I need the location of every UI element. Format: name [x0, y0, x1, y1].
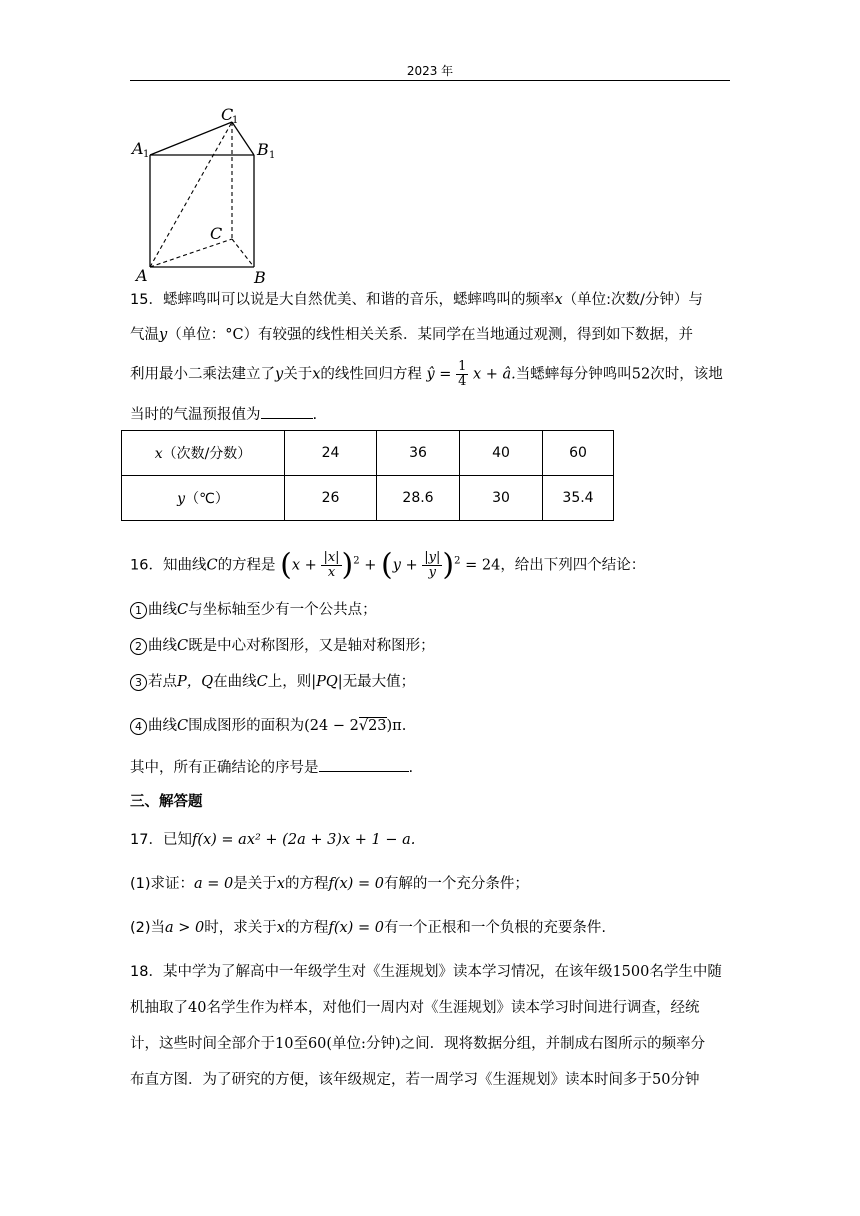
q17-part1: (1)求证：a = 0是关于x的方程f(x) = 0有解的一个充分条件； — [130, 876, 529, 892]
table-cell: 26 — [285, 476, 377, 521]
table-cell: 24 — [285, 431, 377, 476]
q16-item-1: 1 曲线C与坐标轴至少有一个公共点； — [130, 600, 377, 620]
q16-closing: 其中，所有正确结论的序号是 . — [130, 760, 414, 776]
q16-item-4: 4 曲线C围成图形的面积为(24 − 2√23)π. — [130, 716, 406, 736]
table-row-header: y（℃） — [122, 476, 285, 521]
label-a1: A — [132, 139, 144, 158]
q15-fraction: $\frac{1}{4}$ — [458, 359, 467, 389]
q15-line4: 当时的气温预报值为 . — [130, 407, 318, 423]
q15-eq-lhs: ŷ = — [426, 366, 452, 383]
label-b1-sub: 1 — [269, 150, 276, 161]
circled-number: 2 — [130, 638, 147, 655]
circled-number: 3 — [130, 674, 147, 691]
label-b1: B — [257, 140, 269, 159]
q16-item-2: 2 曲线C既是中心对称图形，又是轴对称图形； — [130, 636, 435, 656]
q15-data-table — [121, 430, 614, 521]
table-cell: 30 — [460, 476, 543, 521]
label-c1-sub: 1 — [232, 115, 239, 126]
q15-line1: 15．蟋蟀鸣叫可以说是大自然优美、和谐的音乐，蟋蟀鸣叫的频率x（单位:次数/分钟）与 — [130, 292, 703, 308]
header-divider — [130, 80, 730, 81]
q16-intro: 16．知曲线C的方程是 (x + $\frac{|x|}{x}$ )$^2$ + (y + $\frac{|y|}{y}$ )$^2$ = 24，给出下列四个结论： — [130, 547, 646, 583]
q18-line1: 18．某中学为了解高中一年级学生对《生涯规划》读本学习情况，在该年级1500名学生中随 — [130, 964, 722, 980]
table-row-y — [122, 476, 614, 521]
table-cell: 36 — [377, 431, 460, 476]
q16-answer-blank — [319, 771, 409, 772]
q17-statement: 17．已知f(x) = ax² + (2a + 3)x + 1 − a. — [130, 832, 416, 848]
q15-answer-blank — [261, 418, 313, 419]
section-title: 三、解答题 — [130, 794, 203, 810]
table-cell: 35.4 — [543, 476, 614, 521]
label-c1: C — [221, 105, 234, 124]
q15-eq-rhs: x + â. — [472, 366, 516, 383]
q15-line2: 气温y（单位：°C）有较强的线性相关关系．某同学在当地通过观测，得到如下数据，并 — [130, 327, 694, 343]
q18-line3: 计，这些时间全部介于10至60(单位:分钟)之间．现将数据分组，并制成右图所示的频率分 — [130, 1036, 706, 1052]
label-c: C — [210, 224, 223, 243]
q16-frac-y: $\frac{|y|}{y}$ — [424, 550, 441, 580]
table-row-header: x（次数/分数） — [122, 431, 285, 476]
table-row-x — [122, 431, 614, 476]
q18-line4: 布直方图．为了研究的方便，该年级规定，若一周学习《生涯规划》读本时间多于50分钟 — [130, 1072, 700, 1088]
table-cell: 28.6 — [377, 476, 460, 521]
q17-part2: (2)当a > 0时，求关于x的方程f(x) = 0有一个正根和一个负根的充要条件. — [130, 920, 607, 936]
q16-frac-x: $\frac{|x|}{x}$ — [323, 550, 340, 580]
page-header-year: 2023 年 — [406, 64, 454, 78]
prism-figure — [128, 102, 288, 287]
q16-item-3: 3 若点P，Q在曲线C上，则|PQ|无最大值； — [130, 672, 415, 692]
table-cell: 40 — [460, 431, 543, 476]
label-a1-sub: 1 — [143, 149, 150, 160]
table-cell: 60 — [543, 431, 614, 476]
q15-line3: 利用最小二乘法建立了y关于x的线性回归方程 ŷ = $\frac{1}{4}$ x + â.当蟋蟀每分钟鸣叫52次时，该地 — [130, 359, 723, 389]
label-b: B — [254, 268, 266, 287]
circled-number: 4 — [130, 718, 147, 735]
label-a: A — [136, 266, 148, 285]
circled-number: 1 — [130, 602, 147, 619]
q18-line2: 机抽取了40名学生作为样本，对他们一周内对《生涯规划》读本学习时间进行调查，经统 — [130, 1000, 700, 1016]
